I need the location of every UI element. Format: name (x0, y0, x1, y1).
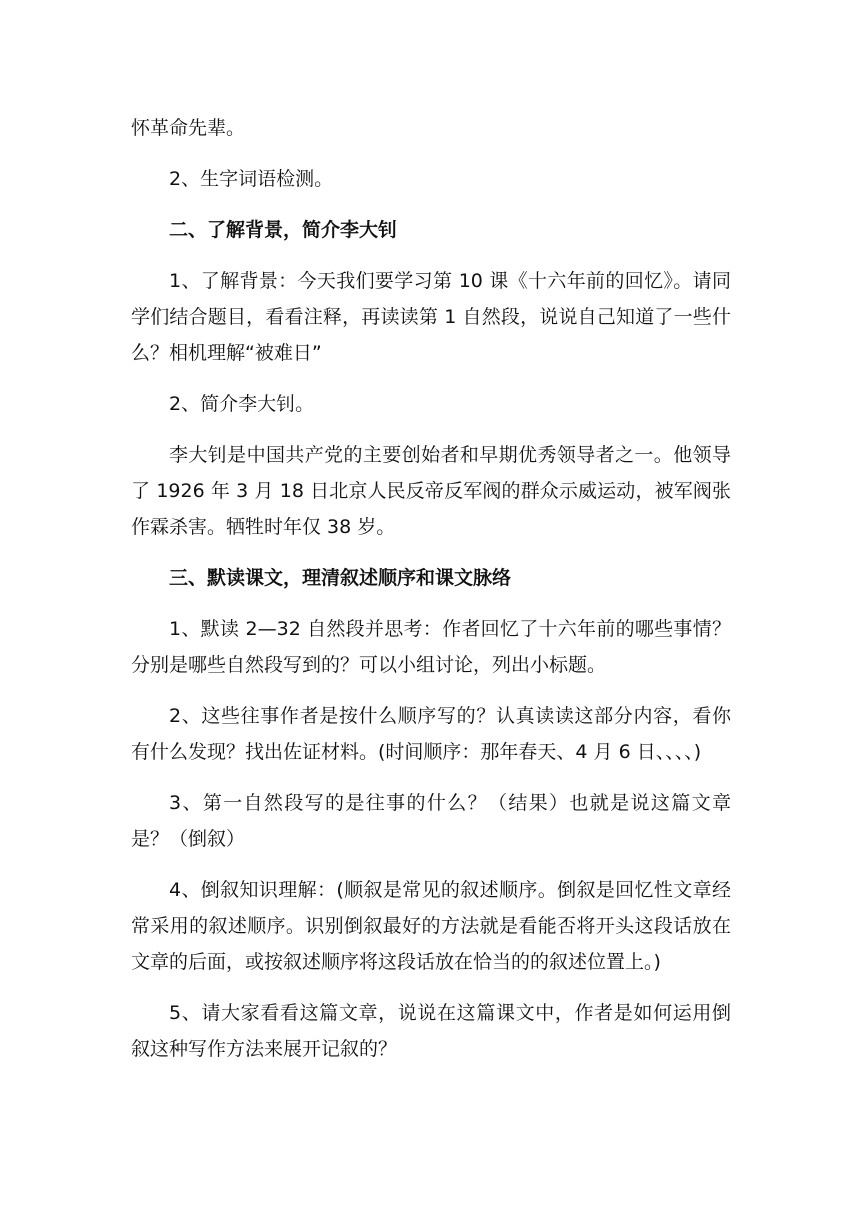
paragraph-8: 3、第一自然段写的是往事的什么？（结果）也就是说这篇文章是？（倒叙） (131, 792, 731, 850)
paragraph-9: 4、倒叙知识理解：(顺叙是常见的叙述顺序。倒叙是回忆性文章经常采用的叙述顺序。识别倒叙最好的方法就是看能否将开头这段话放在文章的后面，或按叙述顺序将这段话放在恰当的的叙述位置上。) (131, 879, 731, 973)
paragraph-2: 2、生字词语检测。 (169, 168, 334, 190)
document-body (131, 110, 731, 1082)
section-heading-2: 二、了解背景，简介李大钊 (169, 219, 398, 241)
paragraph-3: 1、了解背景：今天我们要学习第 10 课《十六年前的回忆》。请同学们结合题目，看看注释，再读读第 1 自然段，说说自己知道了一些什么？相机理解“被难日” (131, 270, 731, 364)
paragraph-5: 李大钊是中国共产党的主要创始者和早期优秀领导者之一。他领导了 1926 年 3 月 18 日北京人民反帝反军阀的群众示威运动，被军阀张作霖杀害。牺牲时年仅 38 岁。 (131, 444, 731, 538)
paragraph-10: 5、请大家看看这篇文章，说说在这篇课文中，作者是如何运用倒叙这种写作方法来展开记叙的？ (131, 1002, 731, 1060)
paragraph-1: 怀革命先辈。 (131, 117, 246, 139)
section-heading-3: 三、默读课文，理清叙述顺序和课文脉络 (169, 567, 512, 589)
paragraph-4: 2、简介李大钊。 (169, 393, 315, 415)
paragraph-6: 1、默读 2—32 自然段并思考：作者回忆了十六年前的哪些事情？分别是哪些自然段写到的？可以小组讨论，列出小标题。 (131, 618, 731, 676)
paragraph-7: 2、这些往事作者是按什么顺序写的？认真读读这部分内容，看你有什么发现？找出佐证材料。(时间顺序：那年春天、4 月 6 日、、、、) (131, 705, 731, 763)
